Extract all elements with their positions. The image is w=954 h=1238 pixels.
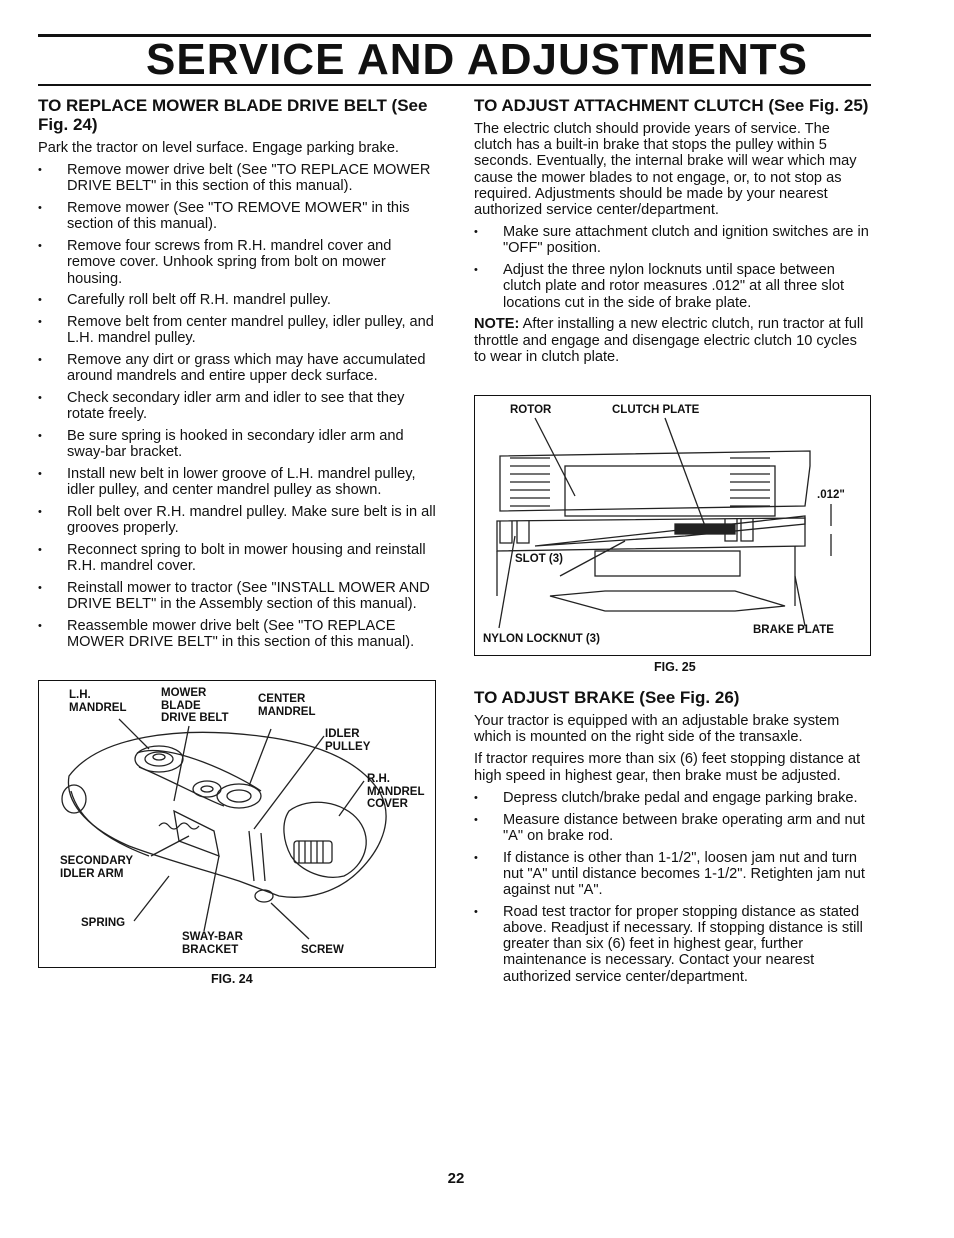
label-slot: SLOT (3) — [515, 553, 563, 565]
list-item: • If distance is other than 1-1/2", loosen jam nut and turn nut "A" until distance becomes 1-1/2". Retighten jam nut against nut "A". — [474, 850, 870, 899]
section-heading: TO REPLACE MOWER BLADE DRIVE BELT (See Fig. 24) — [38, 96, 428, 134]
list-item: • Reassemble mower drive belt (See "TO REPLACE MOWER DRIVE BELT" in this section of this manual). — [38, 618, 436, 650]
label-rotor: ROTOR — [510, 404, 552, 416]
intro-text: Your tractor is equipped with an adjustable brake system which is mounted on the right side of the transaxle. — [474, 713, 840, 746]
list-item: • Install new belt in lower groove of L.H. mandrel pulley, idler pulley, and center mandrel pulley as shown. — [38, 466, 436, 498]
figure-25-caption: FIG. 25 — [654, 660, 696, 674]
list-item: • Reinstall mower to tractor (See "INSTALL MOWER AND DRIVE BELT" in the Assembly section of this manual). — [38, 580, 436, 612]
note-paragraph — [474, 316, 870, 365]
step-list — [474, 790, 870, 985]
section-heading: TO ADJUST BRAKE (See Fig. 26) — [474, 688, 740, 707]
step-list — [474, 224, 870, 311]
note-text: After installing a new electric clutch, run tractor at full throttle and engage and disengage electric clutch 10 cycles to wear in clutch plate. — [474, 316, 864, 365]
list-item: • Check secondary idler arm and idler to see that they rotate freely. — [38, 390, 436, 422]
label-screw: SCREW — [301, 944, 344, 956]
list-item: • Remove any dirt or grass which may have accumulated around mandrels and entire upper deck surface. — [38, 352, 436, 384]
list-item: • Remove mower drive belt (See "TO REPLACE MOWER DRIVE BELT" in this section of this manual). — [38, 162, 436, 194]
figure-24-caption: FIG. 24 — [211, 972, 253, 986]
list-item: • Remove mower (See "TO REMOVE MOWER" in this section of this manual). — [38, 200, 436, 232]
title-underline — [38, 84, 871, 86]
intro-text: If tractor requires more than six (6) feet stopping distance at high speed in highest gear, then brake must be adjusted. — [474, 751, 861, 784]
label-spring: SPRING — [81, 917, 126, 929]
page-number: 22 — [447, 1170, 465, 1187]
figure-24 — [38, 680, 436, 968]
list-item: • Remove four screws from R.H. mandrel cover and remove cover. Unhook spring from bolt on mower housing. — [38, 238, 436, 287]
section-heading: TO ADJUST ATTACHMENT CLUTCH (See Fig. 25) — [474, 96, 869, 115]
label-rh-mandrel-cover: R.H. MANDREL COVER — [367, 773, 425, 810]
label-secondary-idler-arm: SECONDARY IDLER ARM — [60, 855, 134, 880]
list-item: • Depress clutch/brake pedal and engage parking brake. — [474, 790, 870, 806]
label-mower-blade-drive-belt: MOWER BLADE DRIVE BELT — [161, 687, 229, 724]
list-item: • Measure distance between brake operating arm and nut "A" on brake rod. — [474, 812, 870, 844]
label-nylon-locknut: NYLON LOCKNUT (3) — [483, 633, 600, 645]
list-item: • Make sure attachment clutch and ignition switches are in "OFF" position. — [474, 224, 870, 256]
intro-text: The electric clutch should provide years of service. The clutch has a built-in brake that stops the pulley within 5 seconds. Eventually, the internal brake will wear which may cause the mower blades to not engage, or, to not stop as required. Adjustments should be made by your nearest authorized service center/department. — [474, 121, 857, 219]
list-item: • Road test tractor for proper stopping distance as stated above. Readjust if necessary. If stopping distance is still greater than six (6) feet in highest gear, further maintenance is necessary. Contact your nearest authorized service center/department. — [474, 904, 870, 985]
page-title: SERVICE AND ADJUSTMENTS — [146, 35, 808, 84]
list-item: • Adjust the three nylon locknuts until space between clutch plate and rotor measures .012" at all three slot locations cut in the side of brake plate. — [474, 262, 870, 311]
label-sway-bar-bracket: SWAY-BAR BRACKET — [182, 931, 243, 956]
label-gap: .012" — [817, 489, 845, 501]
section-adjust-brake — [474, 688, 870, 990]
label-center-mandrel: CENTER MANDREL — [258, 693, 316, 718]
intro-text: Park the tractor on level surface. Engage parking brake. — [38, 140, 399, 156]
list-item: • Roll belt over R.H. mandrel pulley. Make sure belt is in all grooves properly. — [38, 504, 436, 536]
note-label: NOTE: — [474, 316, 520, 333]
label-lh-mandrel: L.H. MANDREL — [69, 689, 127, 714]
label-brake-plate: BRAKE PLATE — [753, 624, 834, 636]
list-item: • Be sure spring is hooked in secondary idler arm and sway-bar bracket. — [38, 428, 436, 460]
label-clutch-plate: CLUTCH PLATE — [612, 404, 700, 416]
label-idler-pulley: IDLER PULLEY — [325, 728, 371, 753]
step-list — [38, 162, 436, 650]
clutch-illustration — [475, 396, 870, 655]
section-attachment-clutch — [474, 96, 870, 371]
figure-25 — [474, 395, 871, 656]
list-item: • Remove belt from center mandrel pulley, idler pulley, and L.H. mandrel pulley. — [38, 314, 436, 346]
list-item: • Carefully roll belt off R.H. mandrel pulley. — [38, 292, 436, 308]
section-replace-belt — [38, 96, 436, 656]
list-item: • Reconnect spring to bolt in mower housing and reinstall R.H. mandrel cover. — [38, 542, 436, 574]
